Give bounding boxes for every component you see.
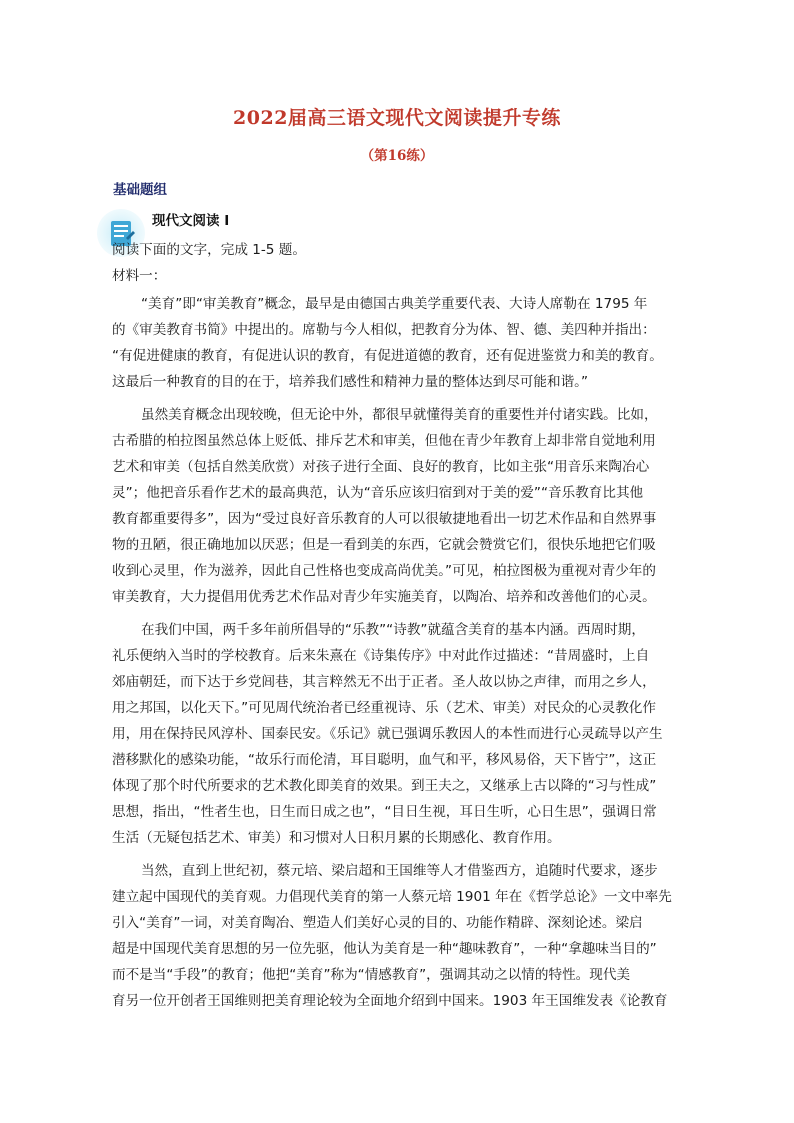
paragraph-line: 郊庙朝廷，而下达于乡党闾巷，其言粹然无不出于正者。圣人故以协之声律，而用之乡人， bbox=[112, 674, 656, 690]
paragraph-line: 思想，指出，“性者生也，日生而日成之也”，“目日生视，耳日生听，心日生思”，强调日常 bbox=[112, 804, 657, 820]
paragraph-line: 艺术和审美（包括自然美欣赏）对孩子进行全面、良好的教育，比如主张“用音乐来陶冶心 bbox=[112, 459, 650, 475]
material-label: 材料一： bbox=[112, 268, 167, 284]
paragraph-line: 教育都重要得多”，因为“受过良好音乐教育的人可以很敏捷地看出一切艺术作品和自然界事 bbox=[112, 511, 657, 527]
paragraph-line: 用，用在保持民风淳朴、国泰民安。《乐记》就已强调乐教因人的本性而进行心灵疏导以产生 bbox=[112, 726, 663, 742]
paragraph-line: 育另一位开创者王国维则把美育理论较为全面地介绍到中国来。1903 年王国维发表《论教育 bbox=[112, 993, 668, 1009]
paragraph-line: 这最后一种教育的目的在于，培养我们感性和精神力量的整体达到尽可能和谐。” bbox=[112, 374, 589, 390]
paragraph-line: 用之邦国，以化天下。”可见周代统治者已经重视诗、乐（艺术、审美）对民众的心灵教化作 bbox=[112, 700, 656, 716]
paragraph-line: 灵”；他把音乐看作艺术的最高典范，认为“音乐应该归宿到对于美的爱”“音乐教育比其他 bbox=[112, 485, 644, 501]
paragraph-line: 虽然美育概念出现较晚，但无论中外，都很早就懂得美育的重要性并付诸实践。比如， bbox=[141, 407, 658, 423]
document-subtitle: （第16练） bbox=[360, 148, 434, 164]
paragraph-line: 在我们中国，两千多年前所倡导的“乐教”“诗教”就蕴含美育的基本内涵。西周时期， bbox=[141, 622, 645, 638]
paragraph-line: 体现了那个时代所要求的艺术教化即美育的效果。到王夫之，又继承上古以降的“习与性成” bbox=[112, 778, 657, 794]
document-title: 2022届高三语文现代文阅读提升专练 bbox=[233, 107, 561, 129]
paragraph-line: “美育”即“审美教育”概念，最早是由德国古典美学重要代表、大诗人席勒在 1795 年 bbox=[141, 296, 648, 312]
paragraph-line: 潜移默化的感染功能，“故乐行而伦清，耳目聪明，血气和平，移风易俗，天下皆宁”，这正 bbox=[112, 752, 657, 768]
paragraph-line: 收到心灵里，作为滋养，因此自己性格也变成高尚优美。”可见，柏拉图极为重视对青少年的 bbox=[112, 563, 656, 579]
paragraph-line: 建立起中国现代的美育观。力倡现代美育的第一人蔡元培 1901 年在《哲学总论》一文中率先 bbox=[112, 889, 672, 905]
paragraph-line: 生活（无疑包括艺术、审美）和习惯对人日积月累的长期感化、教育作用。 bbox=[112, 830, 561, 846]
paragraph-line: 超是中国现代美育思想的另一位先驱，他认为美育是一种“趣味教育”，一种“拿趣味当目的” bbox=[112, 941, 657, 957]
paragraph-line: “有促进健康的教育，有促进认识的教育，有促进道德的教育，还有促进鉴赏力和美的教育。 bbox=[112, 348, 663, 364]
paragraph-line: 物的丑陋，很正确地加以厌恶；但是一看到美的东西，它就会赞赏它们，很快乐地把它们吸 bbox=[112, 537, 656, 553]
reading-heading: 现代文阅读 I bbox=[152, 213, 230, 229]
paragraph-line: 而不是当“手段”的教育；他把“美育”称为“情感教育”，强调其动之以情的特性。现代美 bbox=[112, 967, 631, 983]
paragraph-line: 礼乐便纳入当时的学校教育。后来朱熹在《诗集传序》中对此作过描述：“昔周盛时，上自 bbox=[112, 648, 650, 664]
instruction-text: 阅读下面的文字，完成 1-5 题。 bbox=[112, 242, 306, 258]
paragraph-line: 引入“美育”一词，对美育陶冶、塑造人们美好心灵的目的、功能作精辟、深刻论述。梁启 bbox=[112, 915, 643, 931]
paragraph-line: 审美教育，大力提倡用优秀艺术作品对青少年实施美育，以陶冶、培养和改善他们的心灵。 bbox=[112, 589, 656, 605]
paragraph-line: 当然，直到上世纪初，蔡元培、梁启超和王国维等人才借鉴西方，追随时代要求，逐步 bbox=[141, 863, 658, 879]
paragraph-line: 的《审美教育书简》中提出的。席勒与今人相似，把教育分为体、智、德、美四种并指出： bbox=[112, 322, 656, 338]
section-label: 基础题组 bbox=[113, 182, 167, 198]
paragraph-line: 古希腊的柏拉图虽然总体上贬低、排斥艺术和审美，但他在青少年教育上却非常自觉地利用 bbox=[112, 433, 656, 449]
